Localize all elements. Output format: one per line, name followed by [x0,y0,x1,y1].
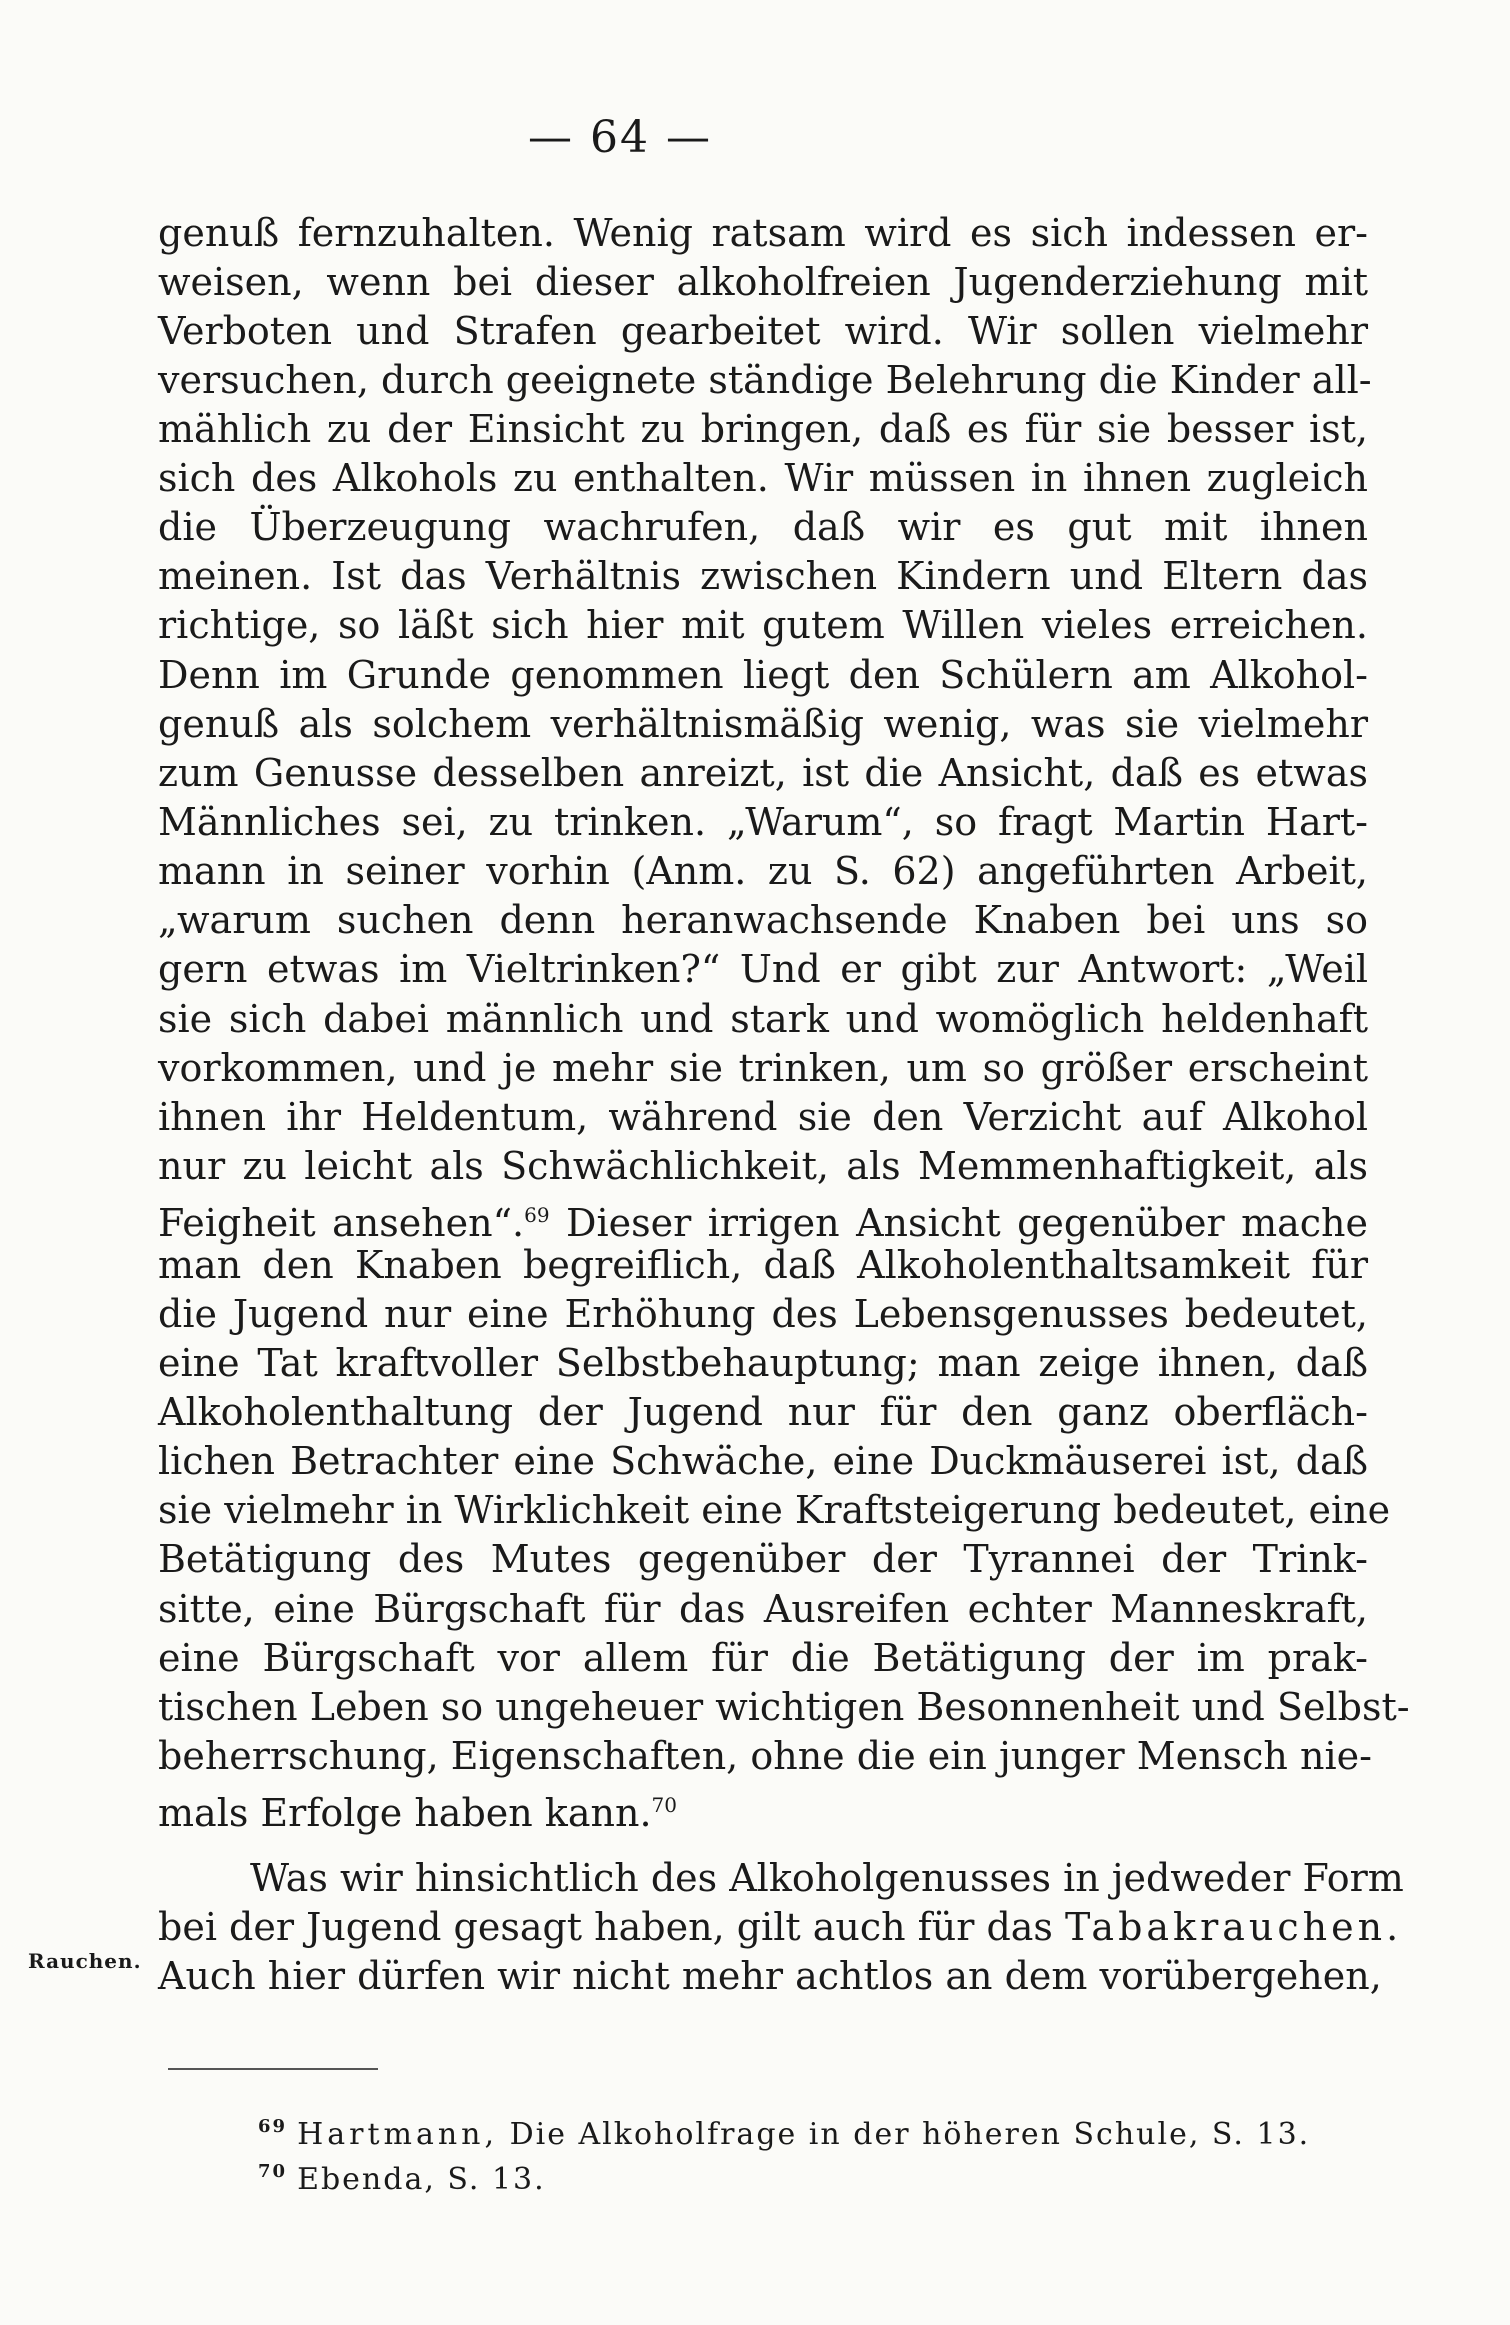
text-line [158,1731,1372,1781]
line-text: die Jugend nur eine Erhöhung des Lebensgenusses bedeutet, [158,1292,1368,1336]
emphasized-term: Tabakrauchen [1065,1905,1387,1949]
line-text: genuß fernzuhalten. Wenig ratsam wird es sich indessen er- [158,211,1368,255]
line-text: weisen, wenn bei dieser alkoholfreien Jugenderziehung mit [158,260,1368,304]
line-text: sitte, eine Bürgschaft für das Ausreifen echter Manneskraft, [158,1587,1368,1631]
text-line [158,1141,1368,1191]
text-line [158,1951,1382,2001]
line-text: eine Bürgschaft vor allem für die Betätigung der im prak- [158,1636,1368,1680]
text-line [158,306,1368,356]
text-line [158,551,1368,601]
line-text: die Überzeugung wachrufen, daß wir es gut mit ihnen [158,505,1368,549]
text-line [158,257,1368,307]
line-text: Feigheit ansehen“. [158,1201,525,1245]
line-text: genuß als solchem verhältnismäßig wenig, was sie vielmehr [158,702,1368,746]
line-text-rest: Dieser irrigen Ansicht gegenüber mache [549,1201,1369,1245]
line-text: mals Erfolge haben kann. [158,1791,652,1835]
line-text: Was wir hinsichtlich des Alkoholgenusses in jedweder Form [250,1856,1404,1900]
line-text: Verboten und Strafen gearbeitet wird. Wir sollen vielmehr [158,309,1368,353]
text-line [158,699,1368,749]
line-text: sich des Alkohols zu enthalten. Wir müssen in ihnen zugleich [158,456,1368,500]
text-line [158,1682,1410,1732]
line-text: Auch hier dürfen wir nicht mehr achtlos an dem vorübergehen, [158,1954,1382,1998]
line-text: mann in seiner vorhin (Anm. zu S. 62) angeführten Arbeit, [158,849,1368,893]
text-line [158,1780,1368,1835]
text-line [158,748,1368,798]
line-text: nur zu leicht als Schwächlichkeit, als Memmenhaftigkeit, als [158,1144,1368,1188]
text-line [158,944,1368,994]
footnote-text: Ebenda, S. 13. [297,2162,546,2197]
text-line [158,1043,1368,1093]
line-text: beherrschung, Eigenschaften, ohne die ein junger Mensch nie- [158,1734,1372,1778]
text-line [158,1289,1368,1339]
line-text: ihnen ihr Heldentum, während sie den Verzicht auf Alkohol [158,1095,1368,1139]
text-line [250,1853,1404,1903]
line-text: sie vielmehr in Wirklichkeit eine Kraftsteigerung bedeutet, eine [158,1488,1391,1532]
line-text: gern etwas im Vieltrinken?“ Und er gibt zur Antwort: „Weil [158,947,1368,991]
line-text: meinen. Ist das Verhältnis zwischen Kindern und Eltern das [158,554,1368,598]
line-text-rest: . [1386,1905,1399,1949]
line-text: richtige, so läßt sich hier mit gutem Willen vieles erreichen. [158,603,1368,647]
footnote-number: 69 [258,2116,288,2137]
footnote-number: 70 [258,2161,288,2182]
text-line [158,1092,1368,1142]
line-text: Denn im Grunde genommen liegt den Schülern am Alkohol- [158,653,1368,697]
line-text: versuchen, durch geeignete ständige Belehrung die Kinder all- [158,358,1372,402]
text-line [158,1902,1399,1952]
footnote-69 [258,2107,1310,2155]
text-line [158,600,1368,650]
line-text: man den Knaben begreiflich, daß Alkoholenthaltsamkeit für [158,1243,1368,1287]
text-line [158,1633,1368,1683]
footnote-divider [168,2068,378,2070]
footnote-70 [258,2152,546,2200]
text-line [158,1387,1368,1437]
line-text: „warum suchen denn heranwachsende Knaben bei uns so [158,898,1368,942]
line-text: lichen Betrachter eine Schwäche, eine Duckmäuserei ist, daß [158,1439,1368,1483]
line-text: Betätigung des Mutes gegenüber der Tyrannei der Trink- [158,1537,1368,1581]
text-line [158,650,1368,700]
footnote-text: Die Alkoholfrage in der höheren Schule, S. 13. [498,2117,1311,2152]
text-line [158,355,1372,405]
text-line [158,1436,1368,1486]
text-line [158,1190,1369,1245]
text-line [158,994,1368,1044]
line-text: mählich zu der Einsicht zu bringen, daß es für sie besser ist, [158,407,1368,451]
text-line [158,453,1368,503]
text-line [158,1240,1368,1290]
line-text: tischen Leben so ungeheuer wichtigen Besonnenheit und Selbst- [158,1685,1410,1729]
line-text: zum Genusse desselben anreizt, ist die Ansicht, daß es etwas [158,751,1368,795]
footnote-ref: 70 [651,1793,677,1817]
line-text: sie sich dabei männlich und stark und womöglich heldenhaft [158,997,1368,1041]
text-line [158,208,1368,258]
line-text: Männliches sei, zu trinken. „Warum“, so fragt Martin Hart- [158,800,1368,844]
text-line [158,502,1368,552]
text-line [158,797,1368,847]
page-number: — 64 — [528,112,712,163]
line-text: bei der Jugend gesagt haben, gilt auch für das [158,1905,1066,1949]
line-text: Alkoholenthaltung der Jugend nur für den ganz oberfläch- [158,1390,1368,1434]
text-line [158,1338,1368,1388]
text-line [158,404,1368,454]
text-line [158,1534,1368,1584]
footnote-ref: 69 [524,1203,550,1227]
text-line [158,846,1368,896]
text-line [158,895,1368,945]
margin-note: Rauchen. [28,1949,142,1973]
footnote-author: Hartmann, [297,2117,499,2152]
text-line [158,1584,1368,1634]
line-text: vorkommen, und je mehr sie trinken, um so größer erscheint [158,1046,1368,1090]
line-text: eine Tat kraftvoller Selbstbehauptung; man zeige ihnen, daß [158,1341,1368,1385]
text-line [158,1485,1391,1535]
